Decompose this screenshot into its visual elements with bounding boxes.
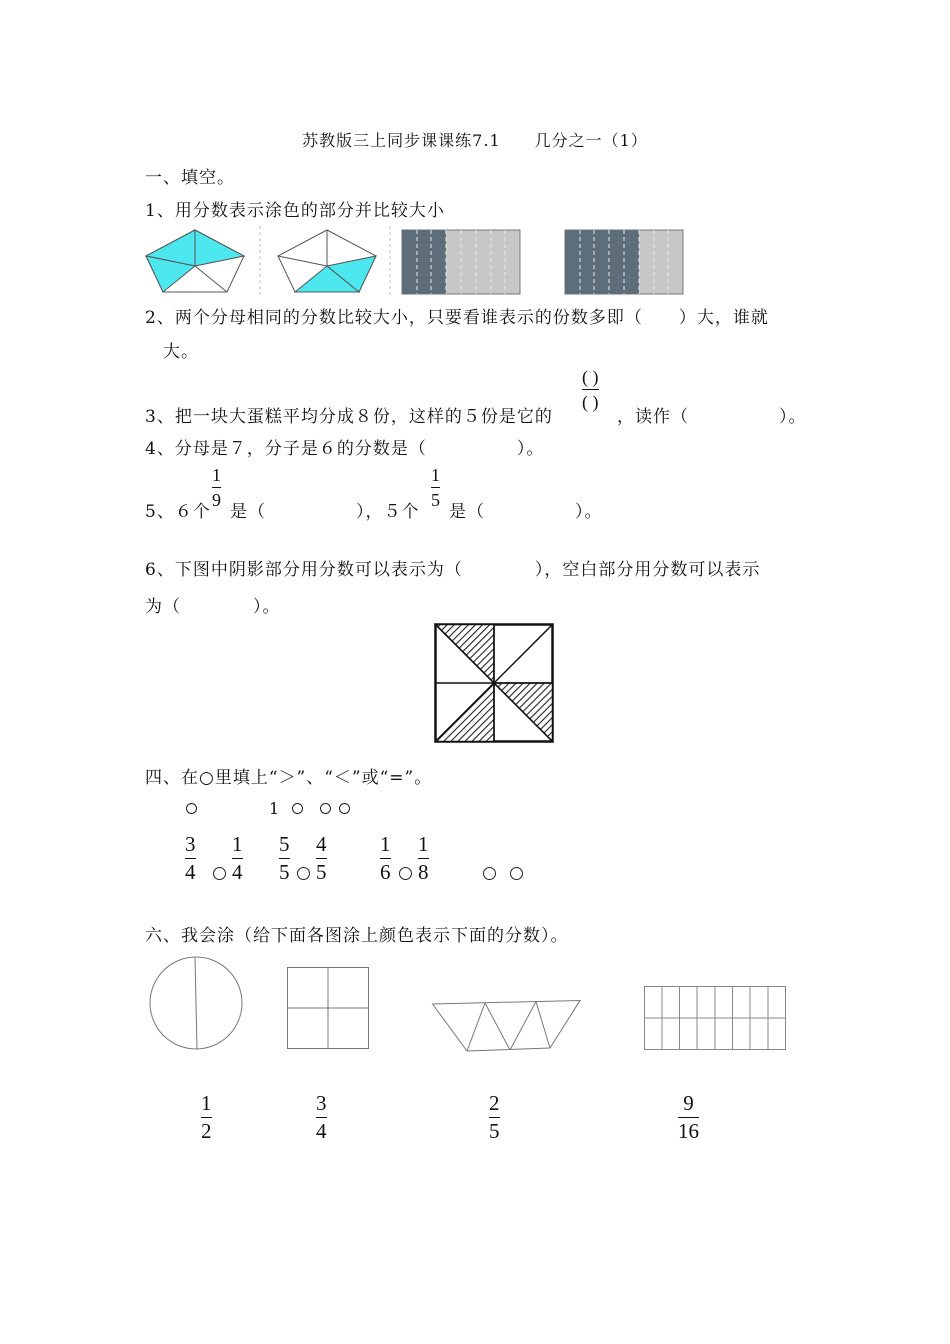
fraction-denominator: 2	[201, 1119, 212, 1144]
question-3-text: 3、把一块大蛋糕平均分成８份，这样的５份是它的	[145, 407, 553, 427]
compare-circle[interactable]	[510, 867, 523, 880]
fraction-bar	[212, 487, 221, 488]
fraction-bar	[431, 487, 440, 488]
compare-circle[interactable]	[213, 867, 226, 880]
fraction-pair-2-left	[279, 834, 290, 883]
fraction-numerator: 3	[316, 1091, 327, 1115]
section-6-heading: 六、我会涂（给下面各图涂上颜色表示下面的分数）。	[145, 926, 569, 946]
fraction-numerator: 2	[489, 1091, 500, 1115]
compare-circle[interactable]	[483, 867, 496, 880]
compare-circle[interactable]	[320, 803, 331, 814]
fraction-bar	[279, 858, 290, 859]
compare-circle[interactable]	[186, 803, 197, 814]
fraction-numerator: 1	[232, 832, 243, 856]
question-5-part-c: 是（ ）。	[449, 502, 603, 522]
question-3-tail: ，读作（ ）。	[617, 407, 807, 427]
fraction-bar	[316, 1117, 327, 1118]
compare-circle[interactable]	[292, 803, 303, 814]
fraction-pair-3-right	[418, 834, 429, 883]
question-2-line-2: 大。	[163, 342, 199, 362]
bar-figure-2	[565, 230, 683, 294]
bar-figure-1	[402, 230, 520, 294]
divider-dashes	[258, 226, 262, 296]
fraction-numerator: 4	[316, 832, 327, 856]
pentagon-figure-2	[272, 226, 382, 296]
fraction-numerator: 3	[185, 832, 196, 856]
fraction-bar	[380, 858, 391, 859]
pentagon-figure-1	[140, 226, 250, 296]
shade-fraction-1	[201, 1093, 212, 1142]
fraction-denominator: 9	[212, 490, 221, 511]
compare-circle[interactable]	[339, 803, 350, 814]
question-5-fraction-1	[212, 466, 221, 509]
question-3-blank-fraction	[582, 368, 599, 411]
compare-circle[interactable]	[297, 867, 310, 880]
question-4: 4、分母是７，分子是６的分数是（ ）。	[145, 439, 545, 459]
question-6-line-1: 6、下图中阴影部分用分数可以表示为（ ），空白部分用分数可以表示	[145, 560, 761, 580]
number-one: 1	[269, 799, 281, 818]
circle-halves-figure[interactable]	[148, 955, 244, 1051]
fraction-pair-3-left	[380, 834, 391, 883]
fraction-bar	[489, 1117, 500, 1118]
fraction-denominator: 4	[316, 1119, 327, 1144]
question-2-line-1: 2、两个分母相同的分数比较大小，只要看谁表示的份数多即（ ）大，谁就	[145, 308, 769, 328]
fraction-denominator: 5	[431, 490, 440, 511]
question-6-line-2: 为（ ）。	[145, 597, 281, 617]
fraction-denominator: 8	[418, 860, 429, 885]
fraction-numerator: 1	[380, 832, 391, 856]
section-1-heading: 一、填空。	[145, 168, 235, 188]
fraction-pair-2-right	[316, 834, 327, 883]
fraction-pair-1-left	[185, 834, 196, 883]
fraction-bar	[678, 1117, 699, 1118]
fraction-numerator: 1	[431, 465, 440, 485]
fraction-denominator: 16	[678, 1119, 699, 1144]
fraction-bar	[316, 858, 327, 859]
shade-fraction-4	[678, 1093, 699, 1142]
square-quarters-figure[interactable]	[287, 967, 369, 1049]
fraction-bar	[185, 858, 196, 859]
fraction-bar	[418, 858, 429, 859]
fraction-denominator: 4	[185, 860, 196, 885]
fraction-bar	[201, 1117, 212, 1118]
question-5-part-a: 5、６个	[145, 502, 211, 522]
fraction-numerator: 1	[212, 465, 221, 485]
shade-fraction-3	[489, 1093, 500, 1142]
trapezoid-triangles-figure[interactable]	[432, 1000, 582, 1052]
fraction-denominator: 5	[316, 860, 327, 885]
pinwheel-square-figure	[434, 623, 554, 743]
fraction-numerator: ( )	[582, 367, 599, 387]
compare-circle[interactable]	[399, 867, 412, 880]
fraction-denominator: 5	[489, 1119, 500, 1144]
shade-fraction-2	[316, 1093, 327, 1142]
fraction-numerator: 9	[683, 1091, 694, 1115]
grid-16-figure[interactable]	[644, 986, 786, 1050]
section-4-heading: 四、在○里填上“＞”、“＜”或“=”。	[145, 768, 433, 788]
question-5-part-b: 是（ ），５个	[230, 502, 420, 522]
fraction-denominator: ( )	[582, 392, 599, 413]
question-1: 1、用分数表示涂色的部分并比较大小	[145, 201, 445, 221]
fraction-denominator: 4	[232, 860, 243, 885]
divider-dashes-2	[388, 226, 392, 296]
page-title: 苏教版三上同步课课练7.1 几分之一（1）	[302, 131, 648, 150]
fraction-bar	[232, 858, 243, 859]
fraction-denominator: 5	[279, 860, 290, 885]
fraction-bar	[582, 389, 599, 390]
question-5-fraction-2	[431, 466, 440, 509]
fraction-numerator: 1	[201, 1091, 212, 1115]
fraction-numerator: 1	[418, 832, 429, 856]
fraction-pair-1-right	[232, 834, 243, 883]
fraction-numerator: 5	[279, 832, 290, 856]
fraction-denominator: 6	[380, 860, 391, 885]
